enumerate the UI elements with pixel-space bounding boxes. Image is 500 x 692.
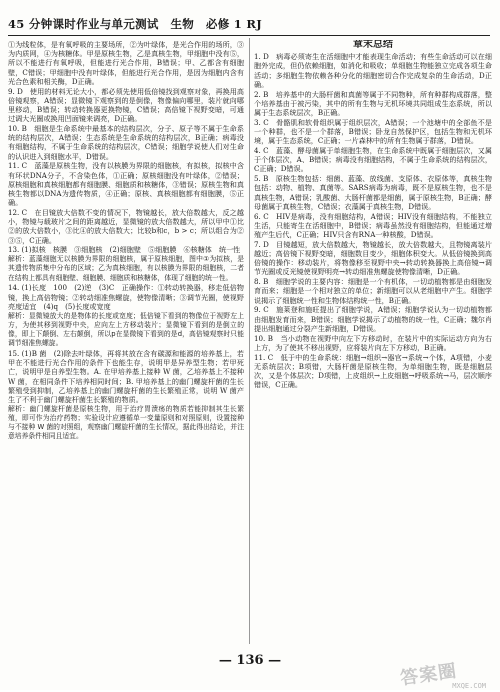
summary-paragraph: 3. C 骨骼肌和软骨组织属于组织层次，A错误；一个池塘中的全部鱼不是一个种群，也不是一个群落，B错误；卧龙自然保护区，包括生物和无机环境，属于生态系统，C正确；一片森林中的所有生物属于群落，D错误。 [254, 117, 492, 146]
answer-paragraph: 10. B 细胞是生命系统中最基本的结构层次，分子、原子等不属于生命系统的结构层次，A错误；生态系统是生命系统的结构层次，B正确；病毒没有细胞结构，不属于生命系统的结构层次，C错误；细胞学说使人们对生命的认识进入到细胞水平，D错误。 [8, 124, 244, 161]
summary-paragraph: 7. D 目镜越短，放大倍数越大，物镜越长，放大倍数越大，且物镜离装片越近；高倍镜下视野变暗，细胞数目变少，细胞体积变大。从低倍镜换到高倍镜的操作：移动装片，将物像移至视野中央→转动转换器换上高倍镜→调节光圈或反光镜使视野明亮→转动细准焦螺旋使物像清晰，D正确。 [254, 239, 492, 277]
answer-paragraph: 12. C 在目镜放大倍数不变的情况下，物镜越长，放大倍数越大，反之越小，物镜与载玻片之间的距离越近，显微镜的放大倍数越大，所以甲中①比②的放大倍数小，③比④的放大倍数大；比较b和c，b > c；所以组合为②③⑤，C正确。 [8, 208, 244, 245]
answer-paragraph: 13. (1)拟核 核膜 ③细胞核 (2)细胞壁 ⑤细胞膜 ⑥核糖体 统一性 [8, 245, 241, 255]
answer-paragraph: 14. (1)长度 100 (2)逆 (3)C 正确操作：①转动转换器，移走低倍物镜，换上高倍物镜；②转动细准焦螺旋，使物像清晰；③调节光圈，使视野亮度适宜 (4)q (5)长度或宽度 [8, 283, 244, 311]
page-number: — 136 — [218, 653, 282, 668]
answer-paragraph: 9. D 使用的材料无论大小，都必须先使用低倍镜找到观察对象，再换用高倍镜观察，A错误；显微镜下观察到的是倒像，物像偏向哪里，装片就向哪里移动，B错误；转动转换器更换物镜，C错误；高倍镜下视野变暗，可通过调大光圈或换用凹面镜来调亮，D正确。 [8, 86, 244, 124]
answer-paragraph: 15. (1)B 菌 (2)除去叶绿体，再将其放在含有碳源和能源的培养基上，若甲在不能进行光合作用的条件下也能生存，说明甲是异养型生物；若甲死亡，说明甲是自养型生物。A. 在甲培养基上接种 W 菌，乙培养基上不接种 W 菌，在相同条件下培养相同时间；B. 甲培养基上的幽门螺旋杆菌的生长繁殖受到抑制，乙培养基上的幽门螺旋杆菌的生长繁殖正常，说明 W 菌产生了不利于幽门螺旋杆菌生长繁殖的物质。 [8, 349, 244, 405]
answer-paragraph: 解析：显微镜放大的是物体的长度或宽度；低倍镜下看到的物像位于视野左上方，为使其移到视野中央，应向左上方移动装片；显微镜下看到的是倒立的像，即上下颠倒、左右颠倒，所以p在显微镜下看到的是d，高倍镜观察时只能调节细准焦螺旋。 [8, 311, 244, 348]
summary-paragraph: 10. B 当小动物在视野中向左下方移动时，在装片中的实际运动方向为右上方，为了使其不移出视野，应将装片向左下方移动，B正确。 [254, 333, 492, 352]
summary-paragraph: 6. C HIV是病毒，没有细胞结构，A错误；HIV没有细胞结构，不能独立生活，只能寄生在活细胞中，B错误；病毒虽然没有细胞结构，但能通过增殖产生后代，C正确；HIV只含有RNA一种核酸，D错误。 [254, 211, 492, 240]
right-column [254, 40, 492, 642]
summary-paragraph: 8. B 细胞学说的主要内容：细胞是一个有机体，一切动植物都是由细胞发育而来；细胞是一个相对独立的单位；新细胞可以从老细胞中产生。细胞学说揭示了细胞统一性和生物体结构统一性，B正确。 [254, 277, 492, 305]
page-header [8, 8, 490, 36]
summary-paragraph: 1. D 病毒必须寄生在活细胞中才能表现生命活动；有些生命活动可以在细胞外完成，但仍依赖细胞，如消化和吸收；单细胞生物能独立完成各项生命活动；多细胞生物依赖各种分化的细胞密切合作完成复杂的生命活动，D正确。 [254, 52, 492, 89]
answer-paragraph: 11. C 蓝藻是原核生物，没有以核膜为界限的细胞核，有拟核，拟核中含有环状DNA分子，不含染色体，①正确；原核细胞没有叶绿体，②错误；原核细胞和真核细胞都有细胞膜、细胞质和核糖体，③错误；原核生物和真核生物都以DNA为遗传物质，④正确；原核、真核细胞都有细胞膜，⑤正确。 [8, 161, 244, 208]
watermark-url: MXQE.COM [452, 682, 486, 690]
answer-paragraph: 解析：幽门螺旋杆菌是原核生物，用于治疗胃溃疡的物质若能抑制其生长繁殖，即可作为治疗药物；实验设计应遵循单一变量原则和对照原则，设置接种与不接种 W 菌的对照组，观察幽门螺旋杆菌的生长情况，据此得出结论，并注意培养条件相同且适宜。 [8, 404, 244, 441]
summary-paragraph: 5. B 原核生物包括：细菌、蓝藻、放线菌、支原体、衣原体等，真核生物包括：动物、植物、真菌等。SARS病毒为病毒，既不是原核生物，也不是真核生物，A错误；乳酸菌、大肠杆菌都是细菌，属于原核生物，B正确；酵母菌属于真核生物，C错误；衣藻属于真核生物，D错误。 [254, 174, 492, 211]
summary-paragraph: 11. C 低于中的生命系统：细胞→组织→器官→系统→个体，A项错，小麦无系统层次；B项错，大肠杆菌是原核生物，为单细胞生物，既是细胞层次，又是个体层次；D项错，上皮组织→上皮细胞→呼吸系统→马，层次顺序错误，C正确。 [254, 352, 492, 390]
section-title: 章末总结 [353, 40, 393, 50]
column-divider [249, 38, 250, 644]
left-column [8, 40, 244, 642]
summary-paragraph: 2. B 培养基中的大肠杆菌和真菌等属于不同物种，所有种群构成群落，整个培养基由于被污染，其中的所有生物与无机环境共同组成生态系统，所以属于生态系统层次，B正确。 [254, 89, 492, 118]
watermark-logo-text: 答案圈 [399, 660, 459, 690]
header-title: 45 分钟课时作业与单元测试 生物 必修 1 RJ [8, 17, 263, 31]
summary-paragraph: 9. C 施莱登和施旺提出了细胞学说，A错误；细胞学说认为一切动植物都由细胞发育而来，B错误；细胞学说揭示了动植物的统一性，C正确；魏尔肖提出细胞通过分裂产生新细胞，D错误。 [254, 305, 492, 333]
summary-paragraph: 4. C 蓝藻、酵母菌属于单细胞生物，在生命系统中既属于细胞层次，又属于个体层次，A、B错误；病毒没有细胞结构，不属于生命系统的结构层次，C正确；D错误。 [254, 146, 492, 174]
answer-paragraph: 解析：蓝藻细胞无以核膜为界限的细胞核，属于原核细胞，图中①为拟核，是其遗传物质集中分布的区域；乙为真核细胞，有以核膜为界限的细胞核，二者在结构上都具有细胞壁、细胞膜、细胞质和核糖体，体现了细胞的统一性。 [8, 255, 244, 282]
answer-paragraph: ①为线粒体，是有氧呼吸的主要场所，②为叶绿体，是光合作用的场所，③为内质网，④为核糖体。甲是原核生物，乙是真核生物，甲细胞中没有⑤，所以不能进行有氧呼吸，但能进行光合作用，B错误；甲、乙都含有细胞壁，C错误；甲细胞中没有叶绿体，但能进行光合作用，是因为细胞内含有光合色素和相关酶，D正确。 [8, 40, 244, 86]
